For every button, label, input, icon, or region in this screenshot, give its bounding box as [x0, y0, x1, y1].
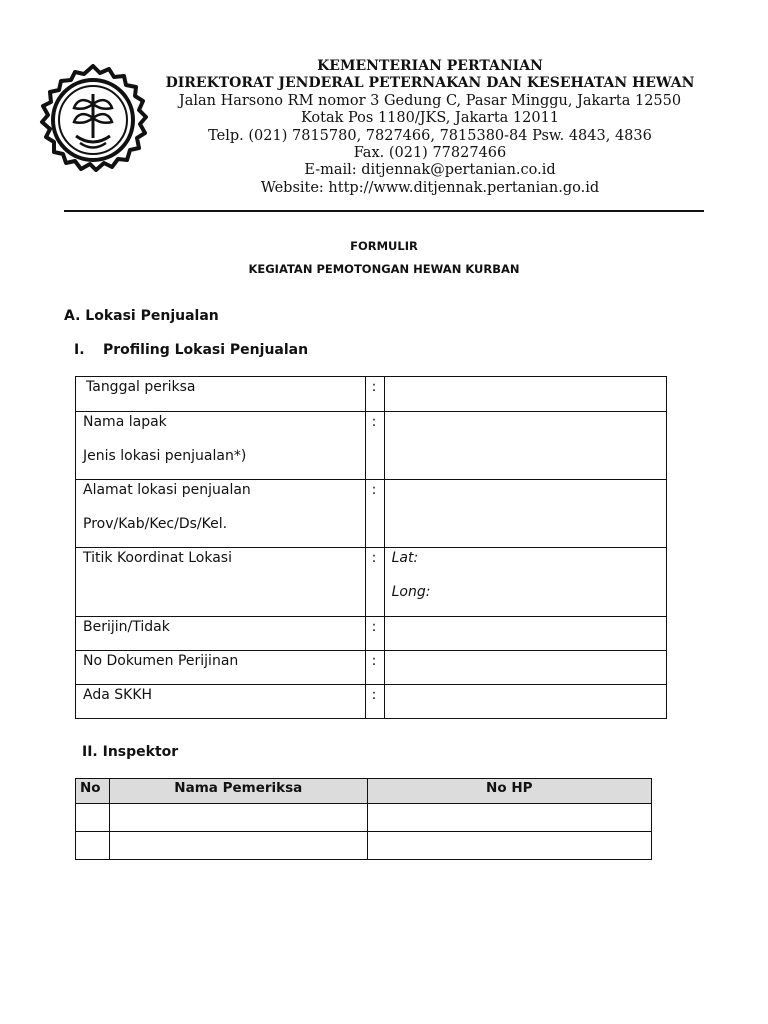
email-line: E-mail: ditjennak@pertanian.co.id — [304, 162, 556, 179]
row-label: Berijin/Tidak — [76, 617, 366, 651]
column-header-nama-pemeriksa: Nama Pemeriksa — [109, 779, 367, 804]
column-header-no: No — [76, 779, 110, 804]
row-colon: : — [365, 412, 384, 480]
letterhead-divider — [64, 210, 704, 212]
table-row — [76, 548, 667, 617]
row-colon: : — [365, 685, 384, 719]
row-colon: : — [365, 548, 384, 617]
no-cell[interactable] — [76, 832, 110, 860]
subsection-1-title: Profiling Lokasi Penjualan — [103, 342, 309, 358]
section-a-heading: A. Lokasi Penjualan — [64, 308, 219, 324]
no-hp-cell[interactable] — [367, 804, 651, 832]
profiling-table — [75, 376, 667, 719]
row-label: Tanggal periksa — [76, 377, 366, 412]
nama-pemeriksa-cell[interactable] — [109, 832, 367, 860]
table-header-row — [76, 779, 652, 804]
no-cell[interactable] — [76, 804, 110, 832]
subsection-2-title: II. Inspektor — [82, 744, 179, 760]
row-colon: : — [365, 651, 384, 685]
row-label: Ada SKKH — [76, 685, 366, 719]
directorate-name: DIREKTORAT JENDERAL PETERNAKAN DAN KESEHATAN HEWAN — [165, 75, 695, 92]
table-row — [76, 832, 652, 860]
ministry-name: KEMENTERIAN PERTANIAN — [317, 58, 543, 74]
table-row — [76, 651, 667, 685]
no-hp-cell[interactable] — [367, 832, 651, 860]
latitude-label: Lat: — [391, 550, 419, 566]
row-label: Titik Koordinat Lokasi — [76, 548, 366, 617]
subsection-1-number: I. — [74, 342, 85, 358]
address-line-2: Kotak Pos 1180/JKS, Jakarta 12011 — [300, 110, 560, 127]
table-row — [76, 412, 667, 480]
table-row — [76, 480, 667, 548]
nama-pemeriksa-cell[interactable] — [109, 804, 367, 832]
row-colon: : — [365, 377, 384, 412]
row-value-field[interactable] — [384, 685, 666, 719]
ministry-logo-emblem — [36, 64, 150, 178]
inspector-table — [75, 778, 652, 860]
table-row — [76, 685, 667, 719]
fax-line: Fax. (021) 77827466 — [353, 145, 507, 162]
table-row — [76, 617, 667, 651]
row-value-field[interactable] — [384, 412, 666, 480]
row-label: Alamat lokasi penjualan Prov/Kab/Kec/Ds/Kel. — [76, 480, 366, 548]
longitude-label: Long: — [391, 584, 431, 600]
row-colon: : — [365, 480, 384, 548]
row-label: Nama lapak Jenis lokasi penjualan*) — [76, 412, 366, 480]
coordinate-fields[interactable] — [384, 548, 666, 617]
letterhead — [160, 58, 700, 197]
form-subtitle: KEGIATAN PEMOTONGAN HEWAN KURBAN — [248, 262, 520, 276]
row-colon: : — [365, 617, 384, 651]
form-title: FORMULIR — [350, 239, 418, 253]
table-row — [76, 377, 667, 412]
row-value-field[interactable] — [384, 651, 666, 685]
row-value-field[interactable] — [384, 617, 666, 651]
row-value-field[interactable] — [384, 480, 666, 548]
phone-line: Telp. (021) 7815780, 7827466, 7815380-84 Psw. 4843, 4836 — [208, 127, 652, 144]
table-row — [76, 804, 652, 832]
address-line-1: Jalan Harsono RM nomor 3 Gedung C, Pasar Minggu, Jakarta 12550 — [178, 92, 682, 109]
row-label: No Dokumen Perijinan — [76, 651, 366, 685]
row-value-field[interactable] — [384, 377, 666, 412]
website-line: Website: http://www.ditjennak.pertanian.go.id — [260, 179, 600, 196]
column-header-no-hp: No HP — [367, 779, 651, 804]
